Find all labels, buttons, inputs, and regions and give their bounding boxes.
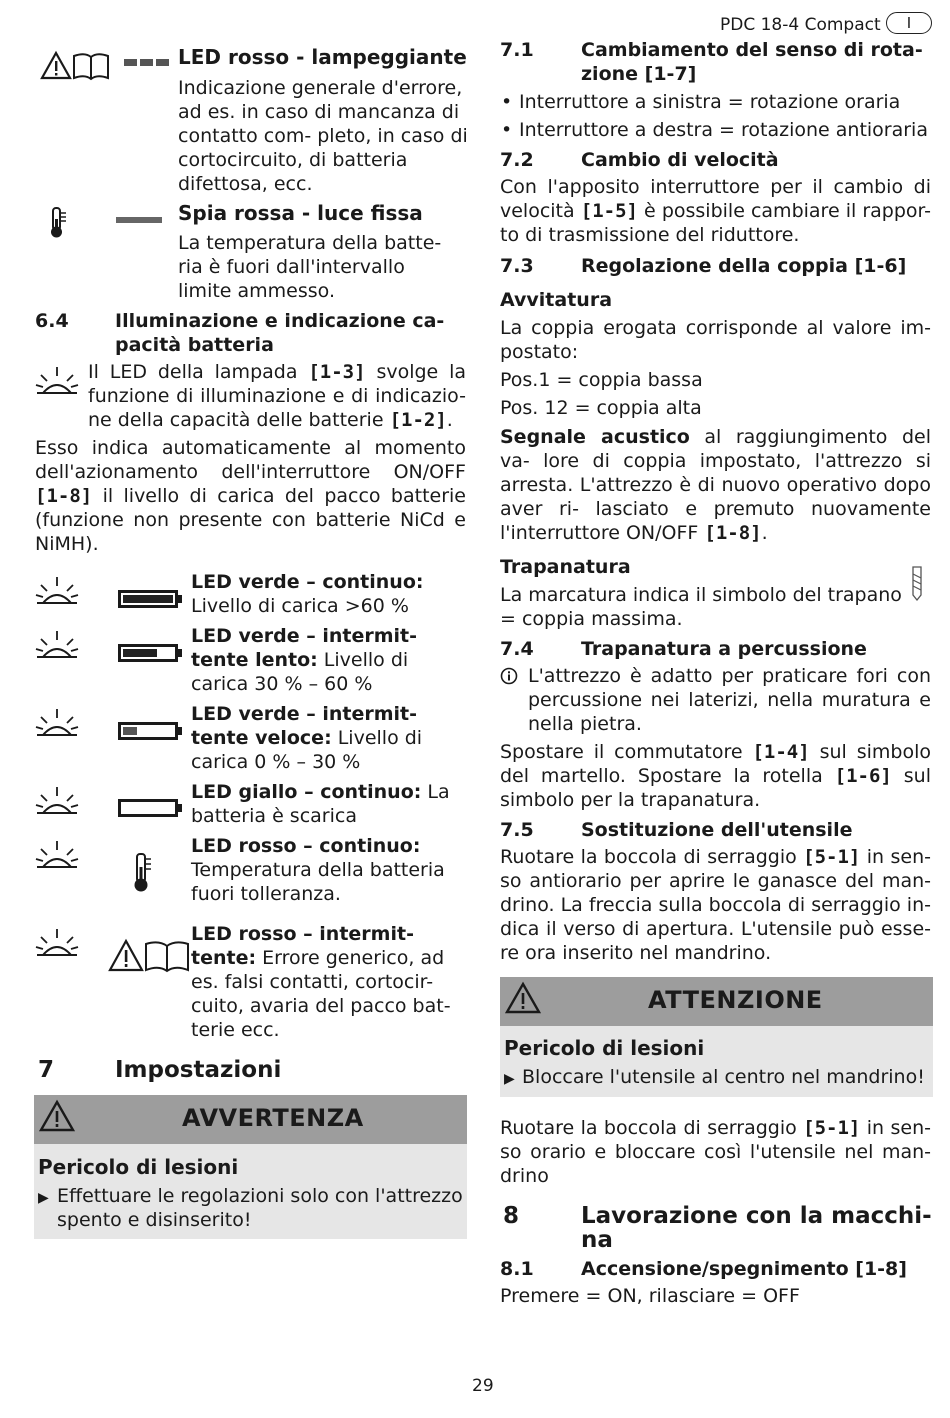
led-red-blink-text: Indicazione generale d'errore, ad es. in caso di mancanza di contatto com- pleto, in caso di cortocircuito, di batteria difettosa, ecc.: [178, 77, 468, 195]
torque-pos-1: Pos.1 = coppia bassa: [500, 369, 703, 391]
led-red-blink-title: LED rosso - lampeggiante: [178, 45, 467, 69]
rotation-bullet-1: Interruttore a sinistra = rotazione oraria: [519, 91, 901, 113]
warning-book-icon: [108, 938, 190, 974]
lamp-led-icon: [35, 363, 79, 403]
intro-text-b: svolge la funzione di illuminazione e di indicazio- ne della capacità delle batterie: [88, 361, 467, 431]
caution-bullet: Bloccare l'utensile al centro nel mandrino!: [522, 1066, 925, 1088]
clamp-text: [500, 1116, 931, 1188]
section-7-5-number: 7.5: [500, 819, 534, 841]
acoustic-signal-text: [500, 425, 931, 545]
led-row-6: [191, 922, 461, 1042]
led-row-5-text: Temperatura della batteria fuori tolleranza.: [191, 859, 445, 905]
led-red-fix-text: La temperatura della batte- ria è fuori dall'intervallo limite ammesso.: [178, 232, 442, 302]
acoustic-signal-end: .: [761, 522, 768, 544]
avvitatura-title: Avvitatura: [500, 289, 613, 311]
warning-subtitle: Pericolo di lesioni: [38, 1155, 239, 1179]
battery-low-icon: [118, 722, 178, 740]
acoustic-signal-body: al raggiungimento del va- lore di coppia impostato, l'attrezzo si arresta. L'attrezzo è di nuovo operativo dopo aver ri- lasciato e premuto nuovamente l'interruttore ON/OFF: [500, 426, 931, 544]
warning-label: AVVERTENZA: [182, 1104, 364, 1132]
ref-1-2: [1-2]: [389, 409, 447, 431]
thermometer-icon: [132, 853, 154, 893]
bullet-dot-icon: •: [501, 91, 513, 113]
battery-full-icon: [118, 590, 178, 608]
ref-5-1: [5-1]: [803, 846, 861, 868]
section-7-4-number: 7.4: [500, 638, 534, 660]
acoustic-signal-bold: Segnale acustico: [500, 426, 690, 448]
section-8-number: 8: [503, 1203, 520, 1229]
section-7-2-number: 7.2: [500, 149, 534, 171]
section-8-title-l2: na: [581, 1227, 613, 1253]
speed-text-a: Con l'apposito interruttore per il cambio di velocità: [500, 176, 931, 222]
tool-change-text-a: Ruotare la boccola di serraggio: [500, 846, 797, 868]
lamp-led-icon: [35, 573, 79, 613]
led-row-3-bold: LED verde – intermit- tente veloce:: [191, 703, 417, 749]
drill-bit-icon: [909, 565, 925, 601]
ref-1-8-right: [1-8]: [704, 522, 762, 544]
warning-bullet: Effettuare le regolazioni solo con l'attrezzo spento e disinserito!: [57, 1185, 463, 1231]
bullet-arrow-icon: ▶: [38, 1190, 49, 1206]
lamp-led-icon: [35, 627, 79, 667]
bullet-dot-icon: •: [501, 119, 513, 141]
on-off-text: Premere = ON, rilasciare = OFF: [500, 1285, 800, 1307]
section-6-4-number: 6.4: [35, 310, 69, 332]
warning-icon: [38, 1099, 76, 1133]
led-row-2-bold: LED verde – intermit- tente lento:: [191, 625, 417, 671]
tool-change-text: [500, 845, 931, 965]
avvitatura-text: La coppia erogata corrisponde al valore im- postato:: [500, 317, 931, 363]
section-7-2-text: [500, 175, 931, 247]
tool-change-text-b: in sen- so antiorario per aprire le ganasce del man- drino. La freccia sulla boccola di serraggio in- dica il verso di apertura. L'utensile può esse- re ora inserito nel mandrino.: [500, 846, 931, 964]
battery-medium-icon: [118, 644, 178, 662]
ref-1-5: [1-5]: [580, 200, 638, 222]
led-blink-dashes-icon: [124, 59, 170, 67]
page-number: 29: [472, 1376, 494, 1396]
led-row-6-text: Errore generico, ad es. falsi contatti, cortocir- cuito, avaria del pacco bat- terie ecc.: [191, 947, 451, 1041]
trapanatura-line-1: La marcatura indica il simbolo del trapano: [500, 584, 902, 606]
section-7-1-number: 7.1: [500, 39, 534, 61]
percussion-text-c: sul simbolo per la trapanatura.: [500, 765, 931, 811]
intro-text-a: Il LED della lampada: [88, 361, 298, 383]
led-row-2: [191, 624, 431, 696]
section-7-4-title: Trapanatura a percussione: [581, 638, 867, 660]
section-7-1-title-l2: zione [1-7]: [581, 63, 697, 85]
caution-subtitle: Pericolo di lesioni: [504, 1036, 705, 1060]
lamp-led-icon: [35, 837, 79, 877]
thermometer-icon: [48, 207, 70, 239]
led-row-4-bold: LED giallo – continuo:: [191, 781, 422, 803]
rotation-bullet-2: Interruttore a destra = rotazione antioraria: [519, 119, 928, 141]
led-row-1: [191, 570, 461, 618]
percussion-note: L'attrezzo è adatto per praticare fori con percussione nei laterizi, nella muratura e nella pietra.: [528, 665, 931, 735]
led-row-3-text: Livello di carica 0 % – 30 %: [191, 727, 423, 773]
lamp-led-icon: [35, 705, 79, 745]
section-6-4-title-l1: Illuminazione e indicazione ca-: [115, 310, 445, 332]
ref-1-8: [1-8]: [35, 485, 93, 507]
battery-empty-icon: [118, 799, 178, 817]
caution-label: ATTENZIONE: [648, 986, 823, 1014]
led-row-6-bold: LED rosso – intermit- tente:: [191, 923, 414, 969]
percussion-text-b: sul simbolo del martello. Spostare la rotella: [500, 741, 931, 787]
clamp-text-a: Ruotare la boccola di serraggio: [500, 1117, 797, 1139]
language-badge: [886, 12, 932, 34]
section-8-title-l1: Lavorazione con la macchi-: [581, 1203, 932, 1229]
led-row-4-text: La batteria è scarica: [191, 781, 450, 827]
section-6-4-paragraph: [35, 436, 466, 556]
speed-text-b: è possibile cambiare il rappor- to di trasmissione del riduttore.: [500, 200, 932, 246]
lamp-led-icon: [35, 783, 79, 823]
section-7-title: Impostazioni: [115, 1057, 282, 1083]
led-row-1-bold: LED verde – continuo:: [191, 571, 424, 593]
header-product: PDC 18-4 Compact: [720, 15, 881, 35]
section-7-number: 7: [38, 1057, 55, 1083]
percussion-text: [500, 740, 931, 812]
warning-icon: [504, 981, 542, 1015]
ref-1-4: [1-4]: [752, 741, 810, 763]
para-text-a: Esso indica automaticamente al momento dell'azionamento dell'interruttore ON/OFF: [35, 437, 466, 483]
led-red-fix-title: Spia rossa - luce fissa: [178, 201, 423, 225]
trapanatura-title: Trapanatura: [500, 556, 631, 578]
section-6-4-title-l2: pacità batteria: [115, 334, 274, 356]
ref-5-1-b: [5-1]: [803, 1117, 861, 1139]
led-row-4: [191, 780, 466, 828]
section-7-5-title: Sostituzione dell'utensile: [581, 819, 853, 841]
torque-pos-12: Pos. 12 = coppia alta: [500, 397, 702, 419]
section-7-3-title: Regolazione della coppia [1-6]: [581, 255, 907, 277]
info-icon: [500, 667, 518, 685]
language-code: I: [906, 14, 912, 32]
lamp-led-icon: [35, 925, 79, 965]
intro-text-c: .: [446, 409, 453, 431]
clamp-text-b: in sen- so orario e bloccare così l'utensile nel man- drino: [500, 1117, 931, 1187]
ref-1-3: [1-3]: [308, 361, 366, 383]
bullet-arrow-icon: ▶: [504, 1071, 515, 1087]
led-row-5-bold: LED rosso – continuo:: [191, 835, 421, 857]
section-8-1-title: Accensione/spegnimento [1-8]: [581, 1258, 907, 1280]
section-7-1-title-l1: Cambiamento del senso di rota-: [581, 39, 923, 61]
percussion-text-a: Spostare il commutatore: [500, 741, 743, 763]
section-6-4-intro: [88, 360, 466, 432]
led-row-2-text: Livello di carica 30 % – 60 %: [191, 649, 409, 695]
para-text-b: il livello di carica del pacco batterie (funzione non presente con batterie NiCd e NiMH).: [35, 485, 466, 555]
led-row-3: [191, 702, 436, 774]
trapanatura-line-2: = coppia massima.: [500, 608, 683, 630]
led-steady-bar-icon: [116, 217, 162, 223]
led-row-5: [191, 834, 461, 906]
section-8-1-number: 8.1: [500, 1258, 534, 1280]
section-7-2-title: Cambio di velocità: [581, 149, 779, 171]
section-7-3-number: 7.3: [500, 255, 534, 277]
led-row-1-text: Livello di carica >60 %: [191, 595, 409, 617]
ref-1-6: [1-6]: [834, 765, 892, 787]
warning-book-icon: [40, 50, 110, 82]
